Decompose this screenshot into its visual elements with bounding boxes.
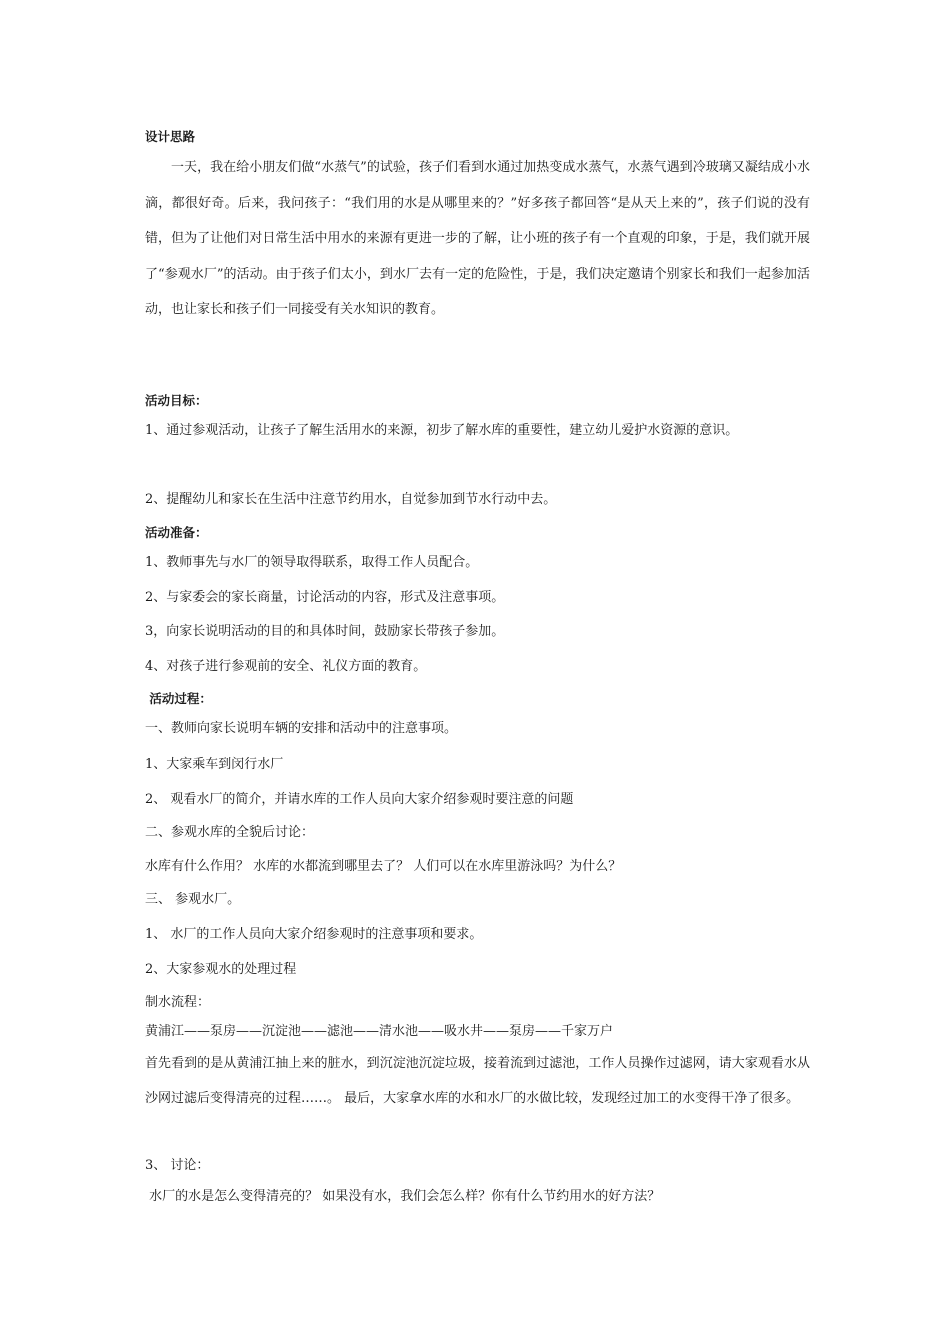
process-step-1-1: 1、大家乘车到闵行水厂 <box>145 757 284 772</box>
process-step-3-1: 1、 水厂的工作人员向大家介绍参观时的注意事项和要求。 <box>145 927 483 942</box>
flow-description: 首先看到的是从黄浦江抽上来的脏水，到沉淀池沉淀垃圾，接着流到过滤池，工作人员操作过滤网，请大家观看水从沙网过滤后变得清亮的过程……。 最后，大家拿水库的水和水厂的水做比较，发现经过加工的水变得干净了很多。 <box>145 1056 810 1106</box>
process-step-2-questions: 水库有什么作用？ 水库的水都流到哪里去了？ 人们可以在水库里游泳吗？为什么？ <box>145 859 622 874</box>
design-heading: 设计思路 <box>145 129 196 144</box>
process-step-3-3-questions: 水厂的水是怎么变得清亮的？ 如果没有水，我们会怎么样？你有什么节约用水的好方法？ <box>145 1189 661 1204</box>
prep-item-1: 1、教师事先与水厂的领导取得联系，取得工作人员配合。 <box>145 555 479 570</box>
prep-heading: 活动准备： <box>145 525 208 540</box>
goal-item-2: 2、提醒幼儿和家长在生活中注意节约用水，自觉参加到节水行动中去。 <box>145 492 557 507</box>
process-step-1-2: 2、 观看水厂的简介，并请水库的工作人员向大家介绍参观时要注意的问题 <box>145 792 574 807</box>
goals-heading: 活动目标： <box>145 393 208 408</box>
prep-item-2: 2、与家委会的家长商量，讨论活动的内容，形式及注意事项。 <box>145 590 505 605</box>
goal-item-1: 1、通过参观活动，让孩子了解生活用水的来源，初步了解水库的重要性，建立幼儿爱护水资源的意识。 <box>145 423 739 438</box>
process-step-2: 二、参观水库的全貌后讨论： <box>145 825 315 840</box>
prep-item-4: 4、对孩子进行参观前的安全、礼仪方面的教育。 <box>145 659 427 674</box>
process-step-3-3: 3、 讨论： <box>145 1158 210 1173</box>
flow-chain: 黄浦江——泵房——沉淀池——滤池——清水池——吸水井——泵房——千家万户 <box>145 1024 614 1039</box>
process-heading: 活动过程： <box>145 691 212 706</box>
process-step-1: 一、教师向家长说明车辆的安排和活动中的注意事项。 <box>145 721 458 736</box>
design-paragraph: 一天，我在给小朋友们做“水蒸气”的试验，孩子们看到水通过加热变成水蒸气，水蒸气遇到冷玻璃又凝结成小水滴，都很好奇。后来，我问孩子：“我们用的水是从哪里来的？”好多孩子都回答“是从天上来的”，孩子们说的没有错，但为了让他们对日常生活中用水的来源有更进一步的了解，让小班的孩子有一个直观的印象，于是，我们就开展了“参观水厂”的活动。由于孩子们太小，到水厂去有一定的危险性，于是，我们决定邀请个别家长和我们一起参加活动，也让家长和孩子们一同接受有关水知识的教育。 <box>145 160 810 318</box>
flow-label: 制水流程： <box>145 995 211 1010</box>
prep-item-3: 3，向家长说明活动的目的和具体时间，鼓励家长带孩子参加。 <box>145 624 505 639</box>
process-step-3: 三、 参观水厂。 <box>145 892 241 907</box>
process-step-3-2: 2、大家参观水的处理过程 <box>145 962 297 977</box>
